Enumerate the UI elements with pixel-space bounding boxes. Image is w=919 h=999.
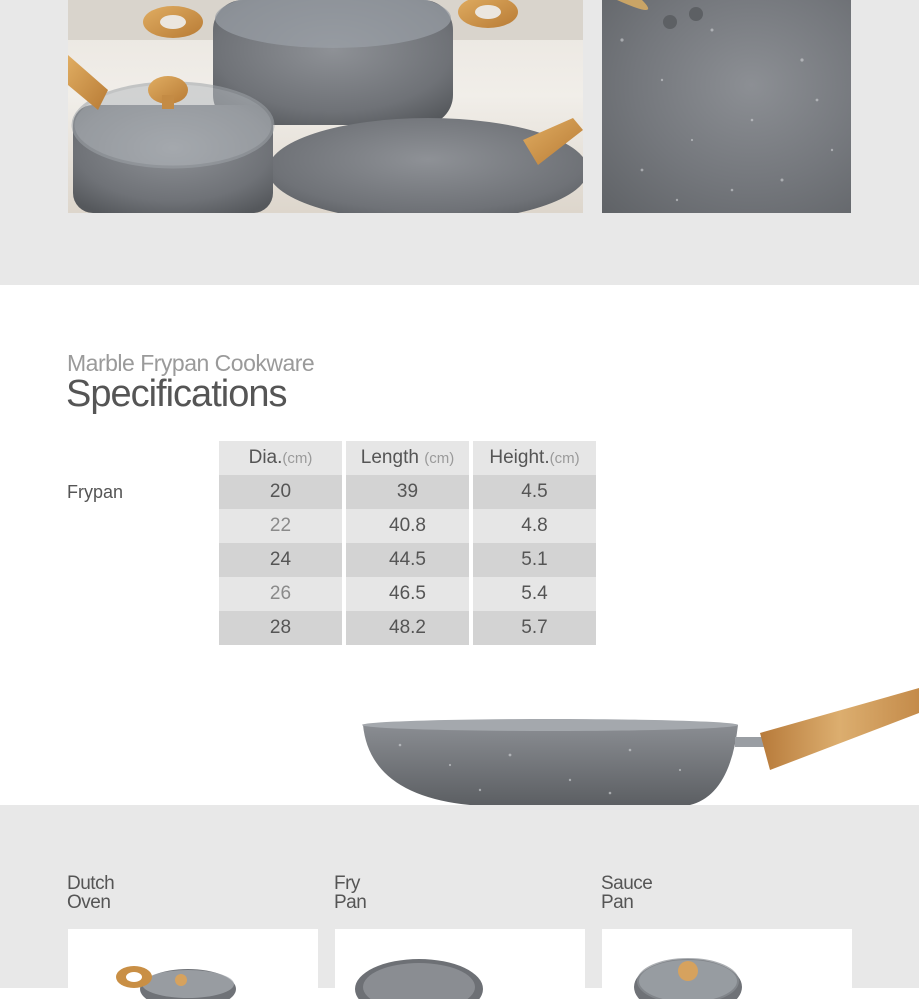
product-label-line1: Sauce: [601, 873, 653, 894]
table-row: [219, 543, 596, 577]
header-length-unit: (cm): [424, 450, 455, 467]
spec-table: [219, 441, 596, 645]
cell-height: 4.8: [473, 509, 596, 543]
product-label-sauce-pan[interactable]: [601, 874, 652, 912]
cell-length: 44.5: [346, 543, 469, 577]
spec-subtitle: Marble Frypan Cookware: [67, 350, 315, 376]
cell-diameter: 22: [219, 509, 342, 543]
header-diameter-unit: (cm): [282, 450, 313, 467]
header-height-unit: (cm): [549, 450, 580, 467]
granite-texture-illustration: [602, 0, 851, 213]
fry-pan-thumbnail: [335, 929, 585, 999]
cell-height: 5.7: [473, 611, 596, 645]
cell-height: 5.4: [473, 577, 596, 611]
cell-length: 48.2: [346, 611, 469, 645]
cell-length: 39: [346, 475, 469, 509]
cell-length: 46.5: [346, 577, 469, 611]
frypan-photo: [360, 685, 919, 805]
cell-diameter: 26: [219, 577, 342, 611]
product-label-fry-pan[interactable]: [334, 874, 366, 912]
product-label-line2: Pan: [334, 892, 367, 913]
frypan-illustration: [360, 685, 919, 805]
product-label-dutch-oven[interactable]: [67, 874, 114, 912]
header-height: [473, 441, 596, 475]
header-length-label: Length: [360, 447, 419, 468]
table-row: [219, 475, 596, 509]
cell-height: 5.1: [473, 543, 596, 577]
pan-closeup-photo: [602, 0, 851, 213]
dutch-oven-thumbnail: [68, 929, 318, 999]
spec-title: Specifications: [66, 373, 287, 415]
cell-height: 4.5: [473, 475, 596, 509]
header-height-label: Height.: [489, 447, 550, 468]
cookware-set-illustration: [68, 0, 583, 213]
table-row: [219, 509, 596, 543]
product-label-line2: Oven: [67, 892, 111, 913]
product-label-line1: Fry: [334, 873, 360, 894]
cell-length: 40.8: [346, 509, 469, 543]
header-diameter: [219, 441, 342, 475]
cookware-set-photo: [68, 0, 583, 213]
table-row: [219, 577, 596, 611]
product-card-dutch-oven[interactable]: [68, 929, 318, 999]
product-label-line2: Pan: [601, 892, 634, 913]
sauce-pan-thumbnail: [602, 929, 852, 999]
spec-row-label: Frypan: [67, 482, 124, 502]
header-diameter-label: Dia.: [248, 447, 283, 468]
product-card-fry-pan[interactable]: [335, 929, 585, 999]
cell-diameter: 24: [219, 543, 342, 577]
header-length: [346, 441, 469, 475]
product-card-sauce-pan[interactable]: [602, 929, 852, 999]
product-label-line1: Dutch: [67, 873, 115, 894]
spec-table-header: [219, 441, 596, 475]
top-gallery-band: [0, 0, 919, 285]
cell-diameter: 28: [219, 611, 342, 645]
table-row: [219, 611, 596, 645]
cell-diameter: 20: [219, 475, 342, 509]
